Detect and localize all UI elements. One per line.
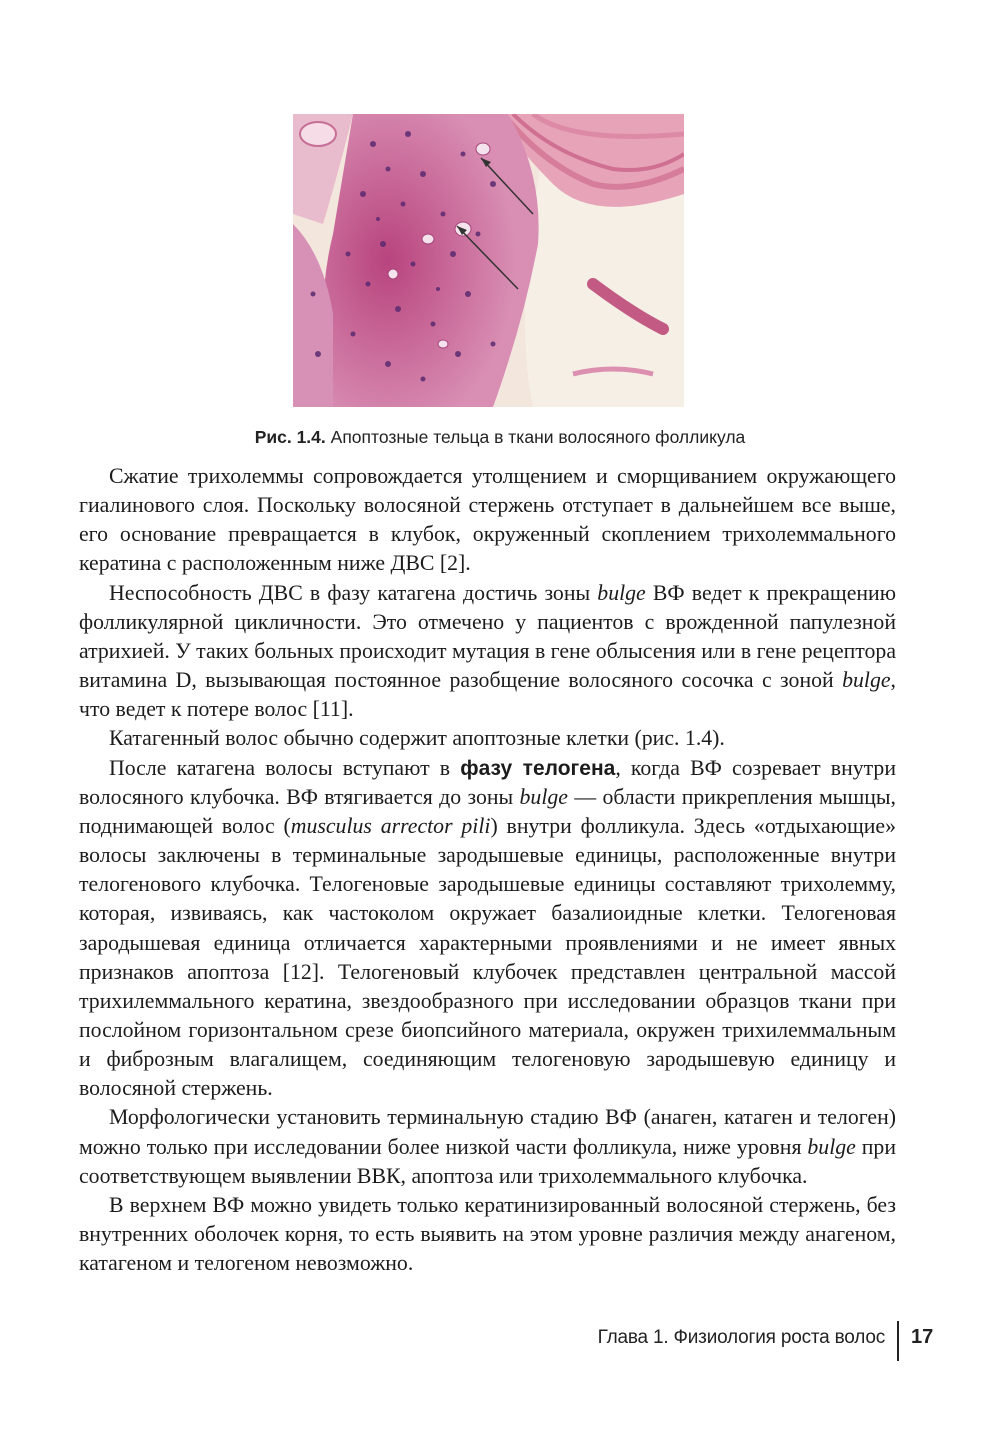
text-run: , что ведет к потере волос [11]. xyxy=(79,668,896,722)
italic-term: musculus arrector pili xyxy=(290,813,491,838)
body-text xyxy=(79,462,896,1278)
running-footer-chapter: Глава 1. Физиология роста волос xyxy=(597,1327,885,1348)
footer-divider xyxy=(897,1321,899,1361)
text-run: После катагена волосы вступают в xyxy=(109,755,461,780)
page-number: 17 xyxy=(911,1326,934,1348)
text-run: Морфологически установить терминальную стадию ВФ (анаген, катаген и телоген) можно только при исследовании более низкой части фолликула, ниже уровня xyxy=(79,1105,896,1159)
text-run: Неспособность ДВС в фазу катагена достичь зоны xyxy=(109,580,598,605)
italic-term: bulge xyxy=(519,784,568,809)
page-footer xyxy=(0,1321,1000,1361)
figure-caption-text: Апоптозные тельца в ткани волосяного фолликула xyxy=(330,427,746,447)
figure-label: Рис. 1.4. xyxy=(254,427,326,447)
histology-figure xyxy=(293,114,684,407)
paragraph xyxy=(79,1103,896,1190)
paragraph xyxy=(79,462,896,579)
histology-micrograph xyxy=(293,114,684,407)
text-run: Сжатие трихолеммы сопровождается утолщением и сморщиванием окружающего гиалинового слоя. Поскольку волосяной стержень отступает в дальнейшем все выше, его основание превращается в клубок, окруженный скоплением трихолеммального кератина с расположенным ниже ДВС [2]. xyxy=(79,464,896,576)
text-run: — области прикрепления мышцы, поднимающей волос ( xyxy=(79,784,896,838)
text-run: ВФ ведет к прекращению фолликулярной цикличности. Это отмечено у пациентов с врожденной папулезной атрихией. У таких больных происходит мутация в гене облысения или в гене рецептора витамина D, вызывающая постоянное разобщение волосяного сосочка с зоной xyxy=(79,580,897,693)
italic-term: bulge xyxy=(807,1134,856,1159)
text-run: В верхнем ВФ можно увидеть только кератинизированный волосяной стержень, без внутренних оболочек корня, то есть выявить на этом уровне различия между анагеном, катагеном и телогеном невозможно. xyxy=(79,1192,896,1276)
figure-caption xyxy=(0,427,1000,448)
text-run: Катагенный волос обычно содержит апоптозные клетки (рис. 1.4). xyxy=(109,726,725,751)
italic-term: bulge xyxy=(842,668,891,693)
text-run: ) внутри фолликула. Здесь «отдыхающие» волосы заключены в терминальные зародышевые единицы, расположенные внутри телогенового клубочка. Телогеновые зародышевые единицы составляют трихолемму, которая, извиваясь, как частоколом окружает базалиоидные клетки. Телогеновая зародышевая единица отличается характерными проявлениями и не имеет явных признаков апоптоза [12]. Телогеновый клубочек представлен центральной массой трихилеммального кератина, звездообразного при исследовании образцов ткани при послойном горизонтальном срезе биопсийного материала, окружен трихилеммальным и фиброзным влагалищем, соединяющим телогеновую зародышевую единицу и волосяной стержень. xyxy=(79,813,896,1101)
paragraph xyxy=(79,754,896,1104)
paragraph xyxy=(79,579,896,725)
text-run: при соответствующем выявлении ВВК, апоптоза или трихолеммального клубочка. xyxy=(79,1134,896,1188)
paragraph xyxy=(79,724,896,753)
bold-term: фазу телогена xyxy=(460,756,616,780)
italic-term: bulge xyxy=(597,580,646,605)
text-run: , когда ВФ созревает внутри волосяного клубочка. ВФ втягивается до зоны xyxy=(79,755,896,809)
paragraph xyxy=(79,1191,896,1278)
